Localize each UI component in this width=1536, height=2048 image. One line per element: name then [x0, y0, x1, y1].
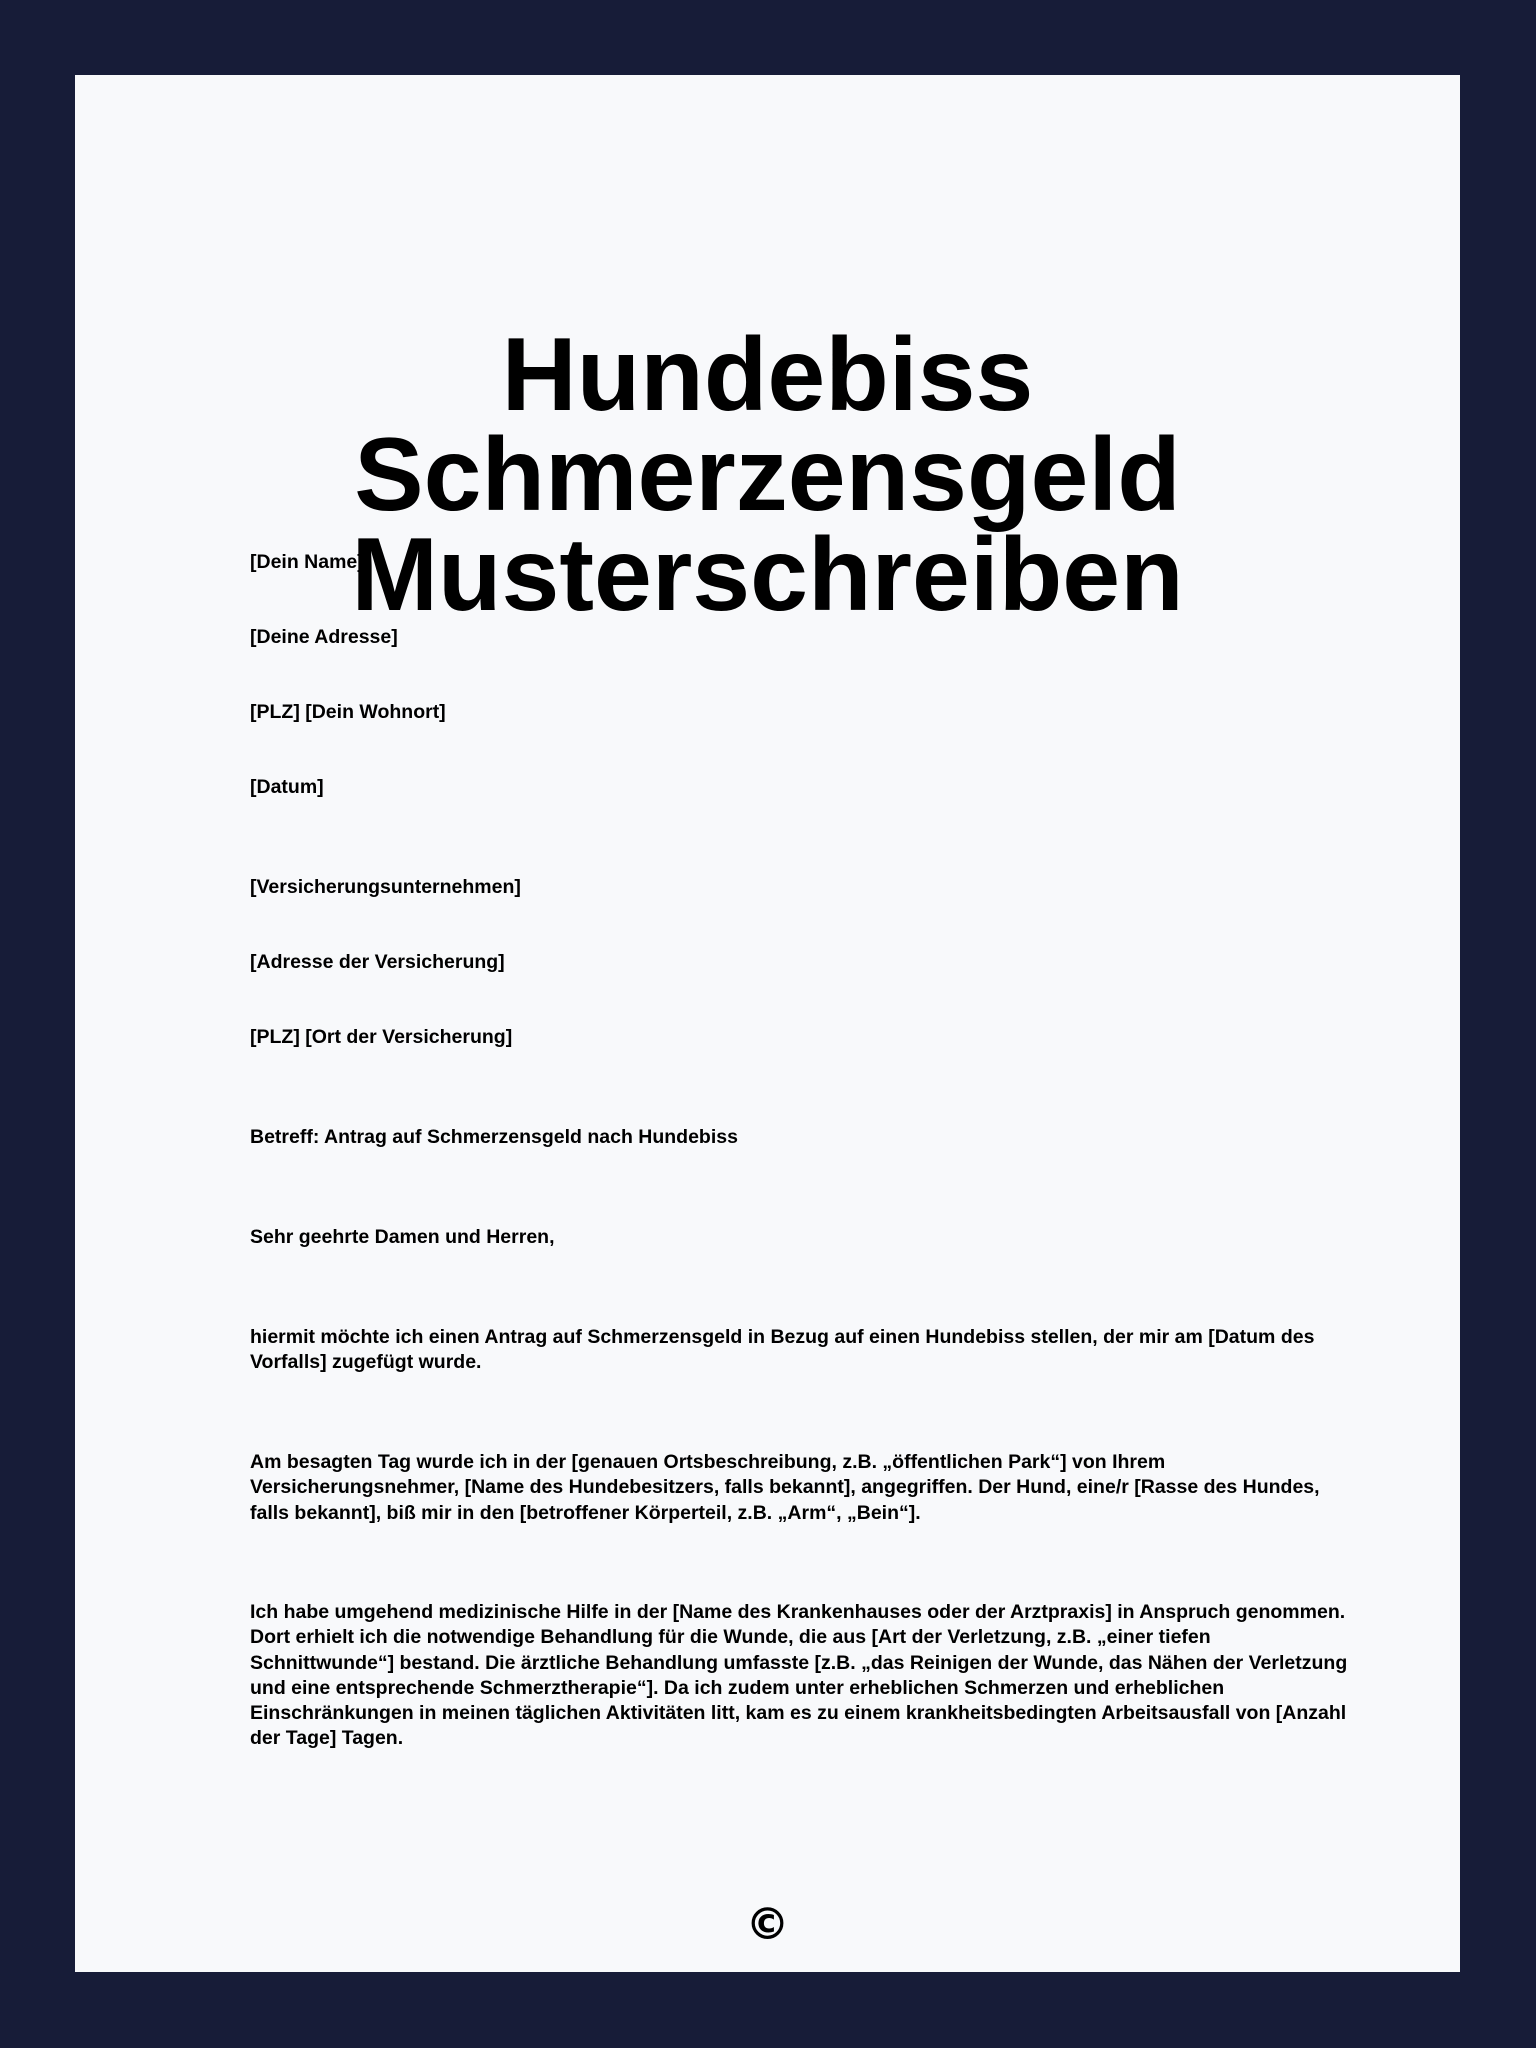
letter-subject: Betreff: Antrag auf Schmerzensgeld nach Hundebiss	[250, 1126, 738, 1148]
document-page	[75, 75, 1460, 1972]
letter-date: [Datum]	[250, 776, 324, 798]
letter-salutation: Sehr geehrte Damen und Herren,	[250, 1226, 555, 1248]
copyright-icon: ©	[745, 1899, 790, 1950]
recipient-address: [Adresse der Versicherung]	[250, 951, 505, 973]
title-line-2: Musterschreiben	[351, 517, 1184, 633]
sender-city: [PLZ] [Dein Wohnort]	[250, 701, 446, 723]
recipient-company: [Versicherungsunternehmen]	[250, 876, 521, 898]
document-title	[75, 317, 1460, 633]
body-paragraph-2: Am besagten Tag wurde ich in der [genauen Ortsbeschreibung, z.B. „öffentlichen Park“] von Ihrem Versicherungsnehmer, [Name des Hundebesitzers, falls bekannt], angegriffen. Der Hund, eine/r [Rasse des Hundes, falls bekannt], biß mir in den [betroffener Körperteil, z.B. „Arm“, „Bein“].	[250, 1451, 1320, 1524]
body-paragraph-3: Ich habe umgehend medizinische Hilfe in der [Name des Krankenhauses oder der Arztpraxis] in Anspruch genommen. Dort erhielt ich die notwendige Behandlung für die Wunde, die aus [Art der Verletzung, z.B. „einer tiefen Schnittwunde“] bestand. Die ärztliche Behandlung umfasste [z.B. „das Reinigen der Wunde, das Nähen der Verletzung und eine entsprechende Schmerztherapie“]. Da ich zudem unter erheblichen Schmerzen und erheblichen Einschränkungen in meinen täglichen Aktivitäten litt, kam es zu einem krankheitsbedingten Arbeitsausfall von [Anzahl der Tage] Tagen.	[250, 1601, 1348, 1750]
title-line-1: Hundebiss Schmerzensgeld	[354, 317, 1181, 533]
sender-address: [Deine Adresse]	[250, 626, 398, 648]
body-paragraph-1: hiermit möchte ich einen Antrag auf Schmerzensgeld in Bezug auf einen Hundebiss stellen, der mir am [Datum des Vorfalls] zugefügt wurde.	[250, 1326, 1315, 1374]
recipient-city: [PLZ] [Ort der Versicherung]	[250, 1026, 513, 1048]
sender-name: [Dein Name]	[250, 551, 364, 573]
